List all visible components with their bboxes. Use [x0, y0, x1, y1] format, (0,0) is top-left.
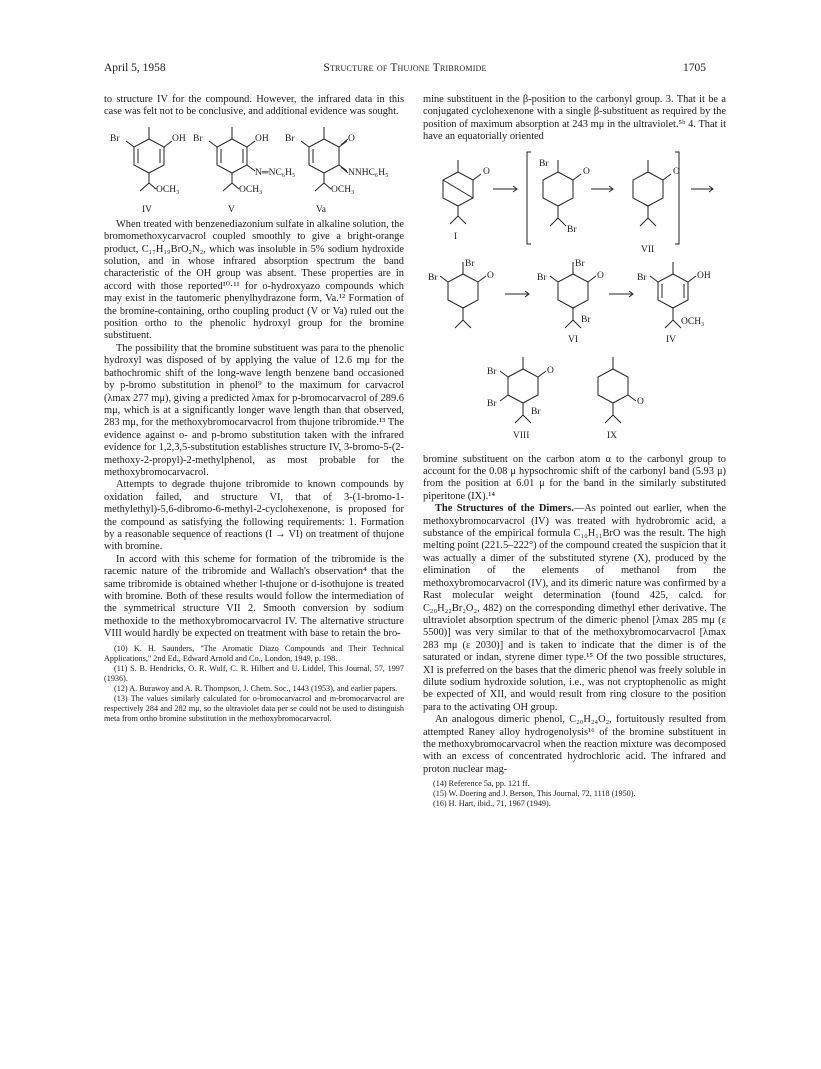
running-header — [104, 62, 706, 80]
footnote: (15) W. Doering and J. Berson, This Journal, 72, 1118 (1950). — [433, 789, 636, 799]
footnote: (16) H. Hart, ibid., 71, 1967 (1949). — [433, 799, 551, 809]
intermediate-ring — [543, 172, 573, 206]
o-label: O — [583, 166, 590, 177]
structures-figure-iv-v-va — [104, 119, 404, 219]
och3-label: OCH₃ — [331, 184, 355, 195]
compound-label-iv: IV — [142, 204, 153, 215]
paragraph: bromine substituent on the carbon atom α to the carbonyl group to account for the 0.08 μ hypsochromic shift of the carbonyl band (5.93 μ) from the position at 6.01 μ for the band in the similarly substituted piperitone (IX).¹⁴ — [423, 453, 726, 502]
br-label: Br — [537, 272, 547, 283]
o-label: O — [637, 396, 644, 407]
compound-label-va: Va — [316, 204, 327, 215]
compound-label-v: V — [228, 204, 235, 215]
bracket-left — [527, 152, 531, 244]
oh-label: OH — [697, 270, 711, 281]
ring-viii — [508, 369, 538, 403]
o-label: O — [483, 166, 490, 177]
br-label: Br — [637, 272, 647, 283]
och3-label: OCH₃ — [156, 184, 180, 195]
och3-label: OCH₃ — [239, 184, 263, 195]
paragraph: mine substituent in the β-position to the carbonyl group. 3. That it be a conjugated cyclohexenone with a single β-substituent as required by the position of maximum absorption at 243 mμ in the ultraviolet.⁵ᵇ 4. That it have an equatorially oriented — [423, 94, 726, 143]
right-column — [423, 94, 726, 809]
br-label: Br — [110, 133, 120, 144]
header-date: April 5, 1958 — [104, 62, 166, 74]
compound-label-vi: VI — [568, 334, 579, 345]
br-label: Br — [465, 258, 475, 269]
footnote: (12) A. Burawoy and A. R. Thompson, J. Chem. Soc., 1443 (1953), and earlier papers. — [114, 683, 398, 693]
paragraph: to structure IV for the compound. However, the infrared data in this case was felt not to be conclusive, and additional evidence was sought. — [104, 94, 404, 118]
o-label: O — [673, 166, 680, 177]
compound-label-iv: IV — [666, 334, 677, 345]
paragraph: Attempts to degrade thujone tribromide to known compounds by oxidation failed, and structure VI, that of 3-(1-bromo-1-methylethyl)-5,6-dibromo-6-methyl-2-cyclohexenone, is proposed for the compound as satisfying the following requirements: 1. Formation by a reasonable sequence of reactions (I → VI) on treatment of thujone with bromine. — [104, 479, 404, 553]
compound-label-vii: VII — [641, 244, 655, 255]
dibromo-ring — [448, 274, 478, 308]
reaction-scheme-figure — [423, 144, 726, 454]
footnote: (14) Reference 5a, pp. 121 ff. — [433, 779, 530, 789]
piperitone-ring-ix — [598, 369, 628, 403]
o-label: O — [348, 133, 355, 144]
br-label: Br — [428, 272, 438, 283]
azo-label: N═NC₆H₅ — [255, 167, 296, 178]
compound-label-i: I — [454, 231, 458, 242]
br-label: Br — [531, 406, 541, 417]
br-label: Br — [285, 133, 295, 144]
br-label: Br — [581, 314, 591, 325]
left-column — [104, 94, 404, 724]
br-label: Br — [575, 258, 585, 269]
o-label: O — [597, 270, 604, 281]
paragraph-text: —As pointed out earlier, when the methoxybromocarvacrol (IV) was treated with hydrobromic acid, a substance of the empirical formula C₁₀H₁₁BrO was the result. The high melting point (221.5–222°) of the compound created the suspicion that it was actually a dimer of the substituted styrene (X), produced by the elimination of the elements of methanol from the methoxybromocarvacrol (IV), and its dimeric nature was confirmed by a Rast molecular weight determination (found 425, calcd. for C₂₀H₂₂Br₂O₂, 482) on the corresponding dimethyl ether derivative. The ultraviolet absorption spectrum of the dimeric phenol [λmax 285 mμ (ε 5500)] was very similar to that of the methoxybromocarvacrol [λmax 283 mμ (ε 2030)] and is taken to indicate that the dimer is of the saturated or indan, styrene dimer type.¹⁵ Of the two possible structures, XI is preferred on the bases that the dimeric phenol was freely soluble in dilute sodium hydroxide solution, i.e., was not cryptophenolic as might be expected of XII, and would result from ring closure to the position para to the activating OH group. — [423, 503, 726, 713]
compound-label-ix: IX — [607, 430, 618, 441]
footnote: (11) S. B. Hendricks, O. R. Wulf, C. R. Hilbert and U. Liddel, This Journal, 57, 1997 (1936). — [104, 663, 404, 683]
compound-label-viii: VIII — [513, 430, 530, 441]
br-label: Br — [567, 224, 577, 235]
paragraph: In accord with this scheme for formation of the tribromide is the racemic nature of the tribromide and Wallach's observation⁴ that the same tribromide is obtained whether l-thujone or d-isothujone is treated with bromine. Both of these results would follow the intermediation of the symmetrical structure VII 2. Smooth conversion by sodium methoxide to the methoxybromocarvacrol IV. The alternative structure VIII would hardly be expected on treatment with base to retain the bro- — [104, 553, 404, 640]
o-label: O — [547, 365, 554, 376]
oh-label: OH — [255, 133, 269, 144]
footnote: (13) The values similarly calculated for o-bromocarvacrol and m-bromocarvacrol are respectively 284 and 282 mμ, so the ultraviolet data per se could not be used to distinguish meta from ortho bromine substitution in the methoxybromocarvacrol. — [104, 693, 404, 723]
br-label: Br — [193, 133, 203, 144]
bracket-right — [675, 152, 679, 244]
paragraph: When treated with benzenediazonium sulfate in alkaline solution, the bromomethoxycarvacrol coupled smoothly to give a bright-orange product, C₁₇H₁₉BrO₂N₂, which was insoluble in 5% sodium hydroxide solution, and in whose infrared absorption spectrum the band characteristic of the OH group was absent. These properties are in accord with those reported¹⁰·¹¹ for o-hydroxyazo compounds which may exist in the tautomeric phenylhydrazone form, Va.¹² Formation of the bromine-containing, ortho coupling product (V or Va) ruled out the position ortho to the phenolic hydroxyl group for the bromine substituent. — [104, 218, 404, 342]
br-label: Br — [487, 398, 497, 409]
paragraph: An analogous dimeric phenol, C₂₀H₂₄O₂, fortuitously resulted from attempted Raney alloy hydrogenolysis¹⁶ of the bromine substituent in the methoxybromocarvacrol when the reaction mixture was decomposed with an excess of concentrated hydrochloric acid. The infrared and proton nuclear mag- — [423, 714, 726, 775]
paragraph: The possibility that the bromine substituent was para to the phenolic hydroxyl was disposed of by applying the value of 12.6 mμ for the bathochromic shift of the long-wave length benzene band occasioned by p-bromo substitution in phenol⁹ to the maximum for carvacrol (λmax 277 mμ), giving a predicted λmax for p-bromocarvacrol of 289.6 mμ, which is at a significantly longer wave length than that observed, 283 mμ, for the methoxybromocarvacrol from thujone tribromide.¹³ The evidence against o- and p-bromo substitution taken with the infrared evidence for 1,2,3,5-substitution establishes structure IV, 3-bromo-5-(2-methoxy-2-propyl)-2-methylphenol, as most probable for the methoxybromocarvacrol. — [104, 342, 404, 478]
br-label: Br — [487, 366, 497, 377]
footnote: (10) K. H. Saunders, "The Aromatic Diazo Compounds and Their Technical Applications," 2nd Ed., Edward Arnold and Co., London, 1949, p. 198. — [104, 643, 404, 663]
tribromide-ring-vi — [558, 274, 588, 308]
header-title: Structure of Thujone Tribromide — [323, 62, 487, 74]
oh-label: OH — [172, 133, 186, 144]
br-label: Br — [539, 158, 549, 169]
hydrazone-label: NNHC₆H₅ — [348, 167, 389, 178]
paragraph — [423, 503, 726, 714]
och3-label: OCH₃ — [681, 316, 705, 327]
ring-vii — [633, 172, 663, 206]
o-label: O — [487, 270, 494, 281]
page-number: 1705 — [683, 62, 706, 74]
section-heading: The Structures of the Dimers. — [435, 503, 574, 515]
